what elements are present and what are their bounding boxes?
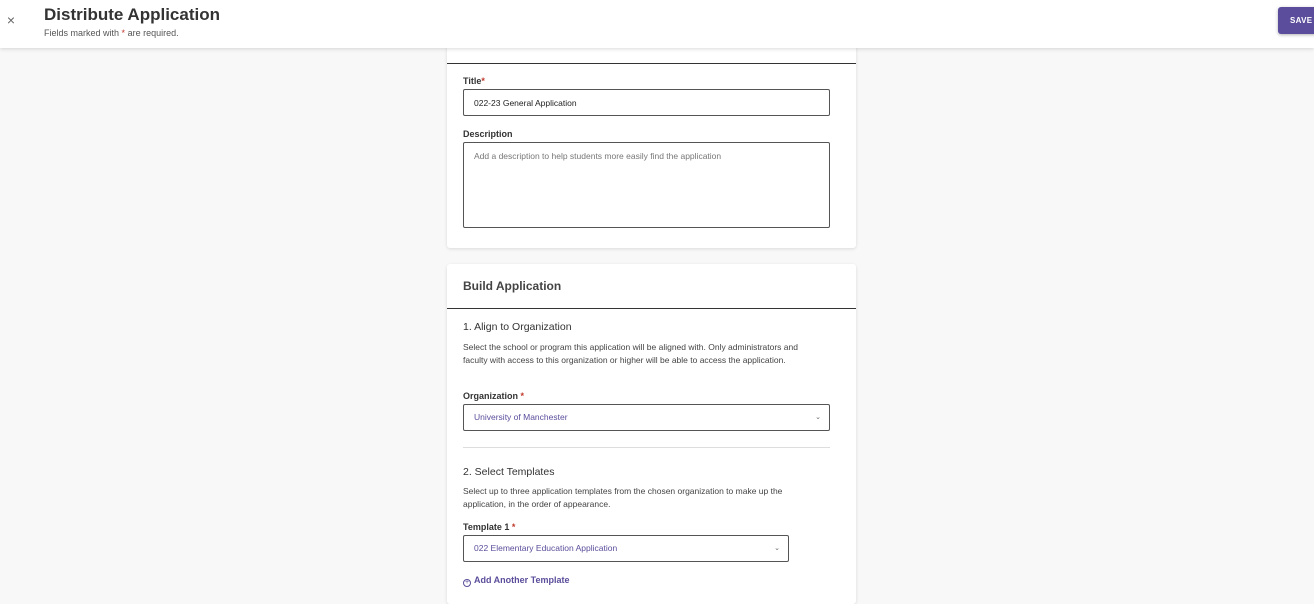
description-label: Description [463,129,513,139]
select-templates-description: Select up to three application templates from the chosen organization to make up the application, in the order of appearance. [463,486,783,509]
template1-label-text: Template 1 [463,522,510,532]
description-textarea[interactable] [463,142,830,228]
add-another-template-label: Add Another Template [474,575,570,585]
page-header [0,0,1314,48]
template1-required-star: * [511,522,516,532]
details-card [447,44,856,248]
required-star: * [121,28,126,38]
add-circle-icon: + [464,579,470,586]
title-input[interactable] [463,89,830,116]
select-templates-title: 2. Select Templates [463,466,555,478]
title-label-text: Title [463,76,482,86]
required-note-prefix: Fields marked with [44,28,120,38]
save-button[interactable]: SAVE [1278,7,1314,34]
required-note-suffix: are required. [127,28,179,38]
page-title: Distribute Application [44,5,220,24]
template1-label [463,522,515,532]
add-another-template-link[interactable] [463,575,570,587]
organization-required-star: * [520,391,525,401]
title-label [463,76,485,86]
align-organization-title: 1. Align to Organization [463,321,572,333]
template1-select[interactable] [463,535,789,562]
close-icon[interactable]: × [6,12,16,28]
section-divider [463,447,830,448]
card-divider [447,63,856,64]
organization-label-text: Organization [463,391,519,401]
build-application-card [447,264,856,604]
card-divider [447,308,856,309]
template1-select-value: 022 Elementary Education Application [474,543,618,553]
chevron-down-icon: ⌄ [774,545,780,552]
align-organization-description: Select the school or program this application will be aligned with. Only administrators and faculty with access to this organization or higher will be able to access the application. [463,342,798,365]
organization-label [463,391,524,401]
required-note [44,28,179,38]
title-required-star: * [481,76,485,86]
organization-select-value: University of Manchester [474,412,568,422]
organization-select[interactable] [463,404,830,431]
build-application-heading: Build Application [463,279,562,293]
chevron-down-icon: ⌄ [815,414,821,421]
